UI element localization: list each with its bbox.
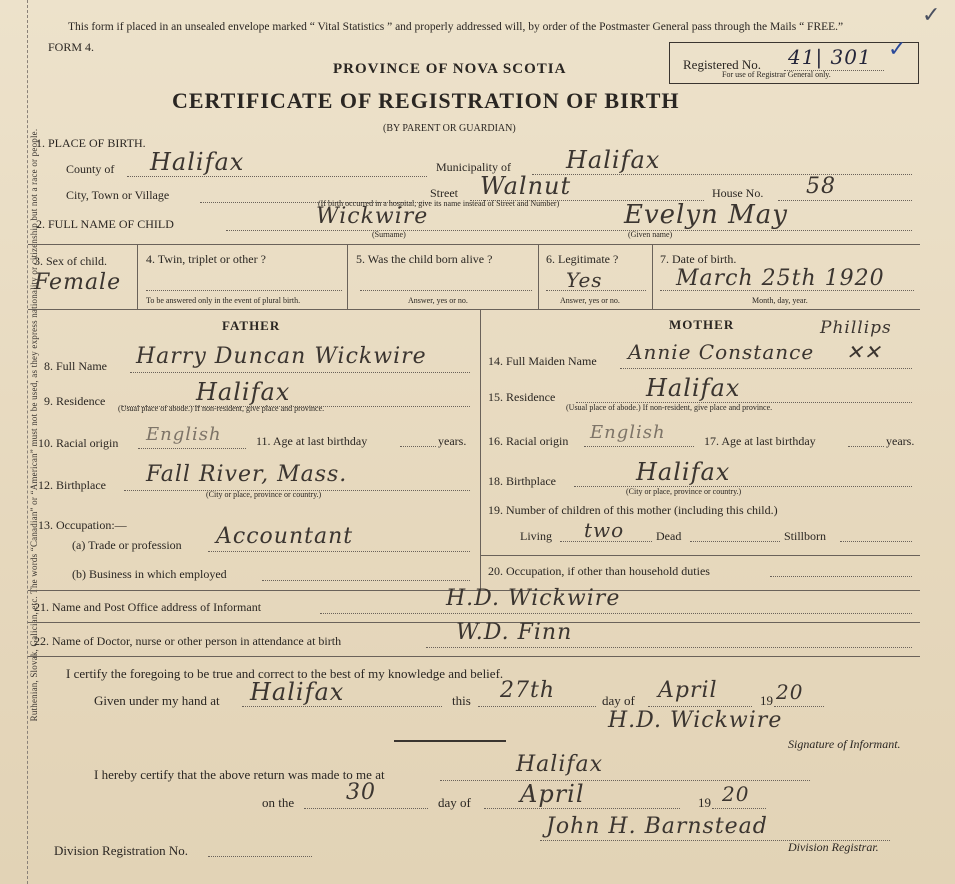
father-trade-label: (a) Trade or profession (72, 538, 182, 552)
certification-statement: I certify the foregoing to be true and correct to the best of my knowledge and belief. (66, 666, 504, 681)
father-name-line (130, 372, 470, 373)
doctor-value: W.D. Finn (456, 620, 573, 645)
certification-rule (28, 656, 920, 657)
father-age-line (400, 446, 436, 447)
registrar-month-line (484, 808, 680, 809)
row-divider-4 (652, 244, 653, 309)
child-surname: Wickwire (316, 204, 429, 229)
registrar-year: 20 (722, 782, 750, 806)
registrar-place-line (440, 780, 810, 781)
row-divider-2 (347, 244, 348, 309)
sex-label: 3. Sex of child. (34, 254, 107, 268)
mother-birthplace-label: 18. Birthplace (488, 474, 556, 488)
dead-line (690, 541, 780, 542)
registrar-day-of-label: day of (438, 795, 471, 810)
twin-line (146, 290, 342, 291)
street-value: Walnut (480, 172, 572, 200)
registrar-day-line (304, 808, 428, 809)
father-heading: FATHER (222, 318, 281, 333)
given-under-label: Given under my hand at (94, 693, 220, 708)
father-residence-label: 9. Residence (44, 394, 106, 408)
mother-racial-label: 16. Racial origin (488, 434, 569, 448)
stillborn-line (840, 541, 912, 542)
child-name-line (226, 230, 912, 231)
father-occupation-label: 13. Occupation:— (38, 518, 127, 532)
registrar-day: 30 (346, 780, 376, 805)
father-racial-line (138, 448, 246, 449)
certification-year-prefix: 19 (760, 693, 773, 708)
legitimate-value: Yes (566, 268, 603, 292)
father-age-label: 11. Age at last birthday (256, 434, 368, 448)
place-of-birth-section: 1. PLACE OF BIRTH. (36, 136, 146, 150)
twin-label: 4. Twin, triplet or other ? (146, 252, 266, 266)
row-divider-3 (538, 244, 539, 309)
mother-heading: MOTHER (669, 317, 735, 332)
row-bottom-rule (28, 309, 920, 310)
province-heading: PROVINCE OF NOVA SCOTIA (333, 61, 567, 77)
mother-racial-value: English (590, 422, 666, 443)
side-note: Ruthenian, Slovak, Galician, etc. The words “Canadian” or “American” must not be used, as they express nationality or citizenship but not a race or people. (29, 128, 39, 722)
registrar-statement: I hereby certify that the above return was made to me at (94, 767, 385, 782)
father-trade-value: Accountant (216, 524, 354, 549)
given-place-line (242, 706, 442, 707)
alive-label: 5. Was the child born alive ? (356, 252, 493, 266)
mother-birthplace-value: Halifax (636, 458, 731, 486)
house-value: 58 (806, 174, 836, 199)
registrar-month: April (520, 780, 585, 808)
certification-year-line (774, 706, 824, 707)
living-value: two (584, 518, 625, 542)
mother-name-value: Annie Constance (628, 340, 815, 364)
parents-divider (480, 309, 481, 590)
sex-value: Female (34, 270, 122, 295)
father-racial-label: 10. Racial origin (38, 436, 119, 450)
strikeout-mark: ✕✕ (846, 340, 882, 364)
mother-birthplace-line (574, 486, 912, 487)
mother-residence-label: 15. Residence (488, 390, 556, 404)
dead-label: Dead (656, 529, 682, 543)
given-name-caption: (Given name) (628, 230, 673, 239)
father-birthplace-note: (City or place, province or country.) (206, 490, 322, 499)
registrar-year-line (712, 808, 766, 809)
house-label: House No. (712, 186, 764, 200)
alive-note: Answer, yes or no. (408, 296, 468, 305)
registrar-signature-label: Division Registrar. (788, 840, 879, 854)
certification-day-of-label: day of (602, 693, 635, 708)
registered-number: 41| 301 (788, 45, 872, 69)
father-name-value: Harry Duncan Wickwire (136, 344, 427, 369)
certification-month-line (648, 706, 752, 707)
surname-caption: (Surname) (372, 230, 406, 239)
father-racial-value: English (146, 424, 222, 445)
row-top-rule (28, 244, 920, 245)
stillborn-label: Stillborn (784, 529, 827, 543)
twin-note: To be answered only in the event of plural birth. (146, 296, 301, 305)
living-line (560, 541, 652, 542)
child-name-label: 2. FULL NAME OF CHILD (36, 217, 174, 231)
father-residence-note: (Usual place of abode.) If non-resident, give place and province. (118, 404, 325, 413)
county-line (127, 176, 427, 177)
certification-day-line (478, 706, 596, 707)
father-name-label: 8. Full Name (44, 359, 107, 373)
informant-signature: H.D. Wickwire (608, 708, 783, 733)
mother-name-label: 14. Full Maiden Name (488, 354, 597, 368)
alive-line (360, 290, 532, 291)
mother-children-label: 19. Number of children of this mother (including this child.) (488, 503, 778, 517)
city-label: City, Town or Village (66, 188, 170, 202)
form-number: FORM 4. (48, 40, 95, 54)
registrar-year-prefix: 19 (698, 795, 711, 810)
certification-month: April (658, 678, 718, 703)
mother-occupation-label: 20. Occupation, if other than household duties (488, 564, 710, 578)
informant-label: 21. Name and Post Office address of Informant (34, 600, 262, 614)
father-business-label: (b) Business in which employed (72, 567, 227, 581)
mother-racial-line (584, 446, 694, 447)
county-value: Halifax (150, 148, 245, 176)
municipality-line (532, 174, 912, 175)
municipality-label: Municipality of (436, 160, 511, 174)
row-divider-1 (137, 244, 138, 309)
mother-age-unit: years. (886, 434, 915, 448)
child-given-name: Evelyn May (624, 200, 788, 230)
county-label: County of (66, 162, 115, 176)
certification-day: 27th (500, 678, 556, 703)
mother-residence-value: Halifax (646, 374, 741, 402)
house-line (778, 200, 912, 201)
certificate-title: CERTIFICATE OF REGISTRATION OF BIRTH (172, 88, 680, 113)
registered-note: For use of Registrar General only. (722, 70, 831, 79)
separator-rule (394, 740, 506, 742)
this-label: this (452, 693, 471, 708)
mother-birthplace-note: (City or place, province or country.) (626, 487, 742, 496)
mother-name-line (620, 368, 912, 369)
mother-occupation-line (770, 576, 912, 577)
father-trade-line (208, 551, 470, 552)
check-mark-icon: ✓ (922, 2, 941, 27)
living-label: Living (520, 529, 552, 543)
blue-check-icon: ✓ (888, 36, 907, 61)
mother-age-line (848, 446, 884, 447)
given-place-value: Halifax (250, 678, 345, 706)
date-line (660, 290, 914, 291)
mother-residence-note: (Usual place of abode.) If non-resident, give place and province. (566, 403, 773, 412)
legitimate-note: Answer, yes or no. (560, 296, 620, 305)
legitimate-line (546, 290, 646, 291)
certification-year: 20 (776, 680, 804, 704)
certificate-subtitle: (BY PARENT OR GUARDIAN) (383, 123, 516, 134)
doctor-label: 22. Name of Doctor, nurse or other person in attendance at birth (34, 634, 342, 648)
father-birthplace-value: Fall River, Mass. (146, 462, 348, 487)
father-residence-value: Halifax (196, 378, 291, 406)
informant-line (320, 613, 912, 614)
division-registration-line (208, 856, 312, 857)
father-birthplace-label: 12. Birthplace (38, 478, 106, 492)
registered-label: Registered No. (683, 57, 761, 72)
street-label: Street (430, 186, 458, 200)
mother-occupation-rule (480, 555, 920, 556)
mailing-notice: This form if placed in an unsealed envelope marked “ Vital Statistics ” and properly addressed will, by order of the Postmaster General pass through the Mails “ FREE.” (68, 21, 844, 33)
date-of-birth-label: 7. Date of birth. (660, 252, 737, 266)
registrar-place-value: Halifax (516, 752, 604, 777)
municipality-value: Halifax (566, 146, 661, 174)
hospital-note: (If birth occurred in a hospital, give its name instead of Street and Number) (318, 199, 560, 208)
doctor-line (426, 647, 912, 648)
registrar-signature: John H. Barnstead (546, 814, 768, 839)
mother-age-label: 17. Age at last birthday (704, 434, 816, 448)
father-age-unit: years. (438, 434, 467, 448)
date-of-birth-value: March 25th 1920 (676, 266, 885, 291)
margin-line (27, 0, 28, 884)
informant-value: H.D. Wickwire (446, 586, 621, 611)
mother-name-correction: Phillips (820, 318, 892, 338)
informant-signature-label: Signature of Informant. (788, 737, 901, 751)
father-business-line (262, 580, 470, 581)
registrar-on-the-label: on the (262, 795, 295, 810)
division-registration-label: Division Registration No. (54, 843, 188, 858)
date-note: Month, day, year. (752, 296, 808, 305)
legitimate-label: 6. Legitimate ? (546, 252, 619, 266)
